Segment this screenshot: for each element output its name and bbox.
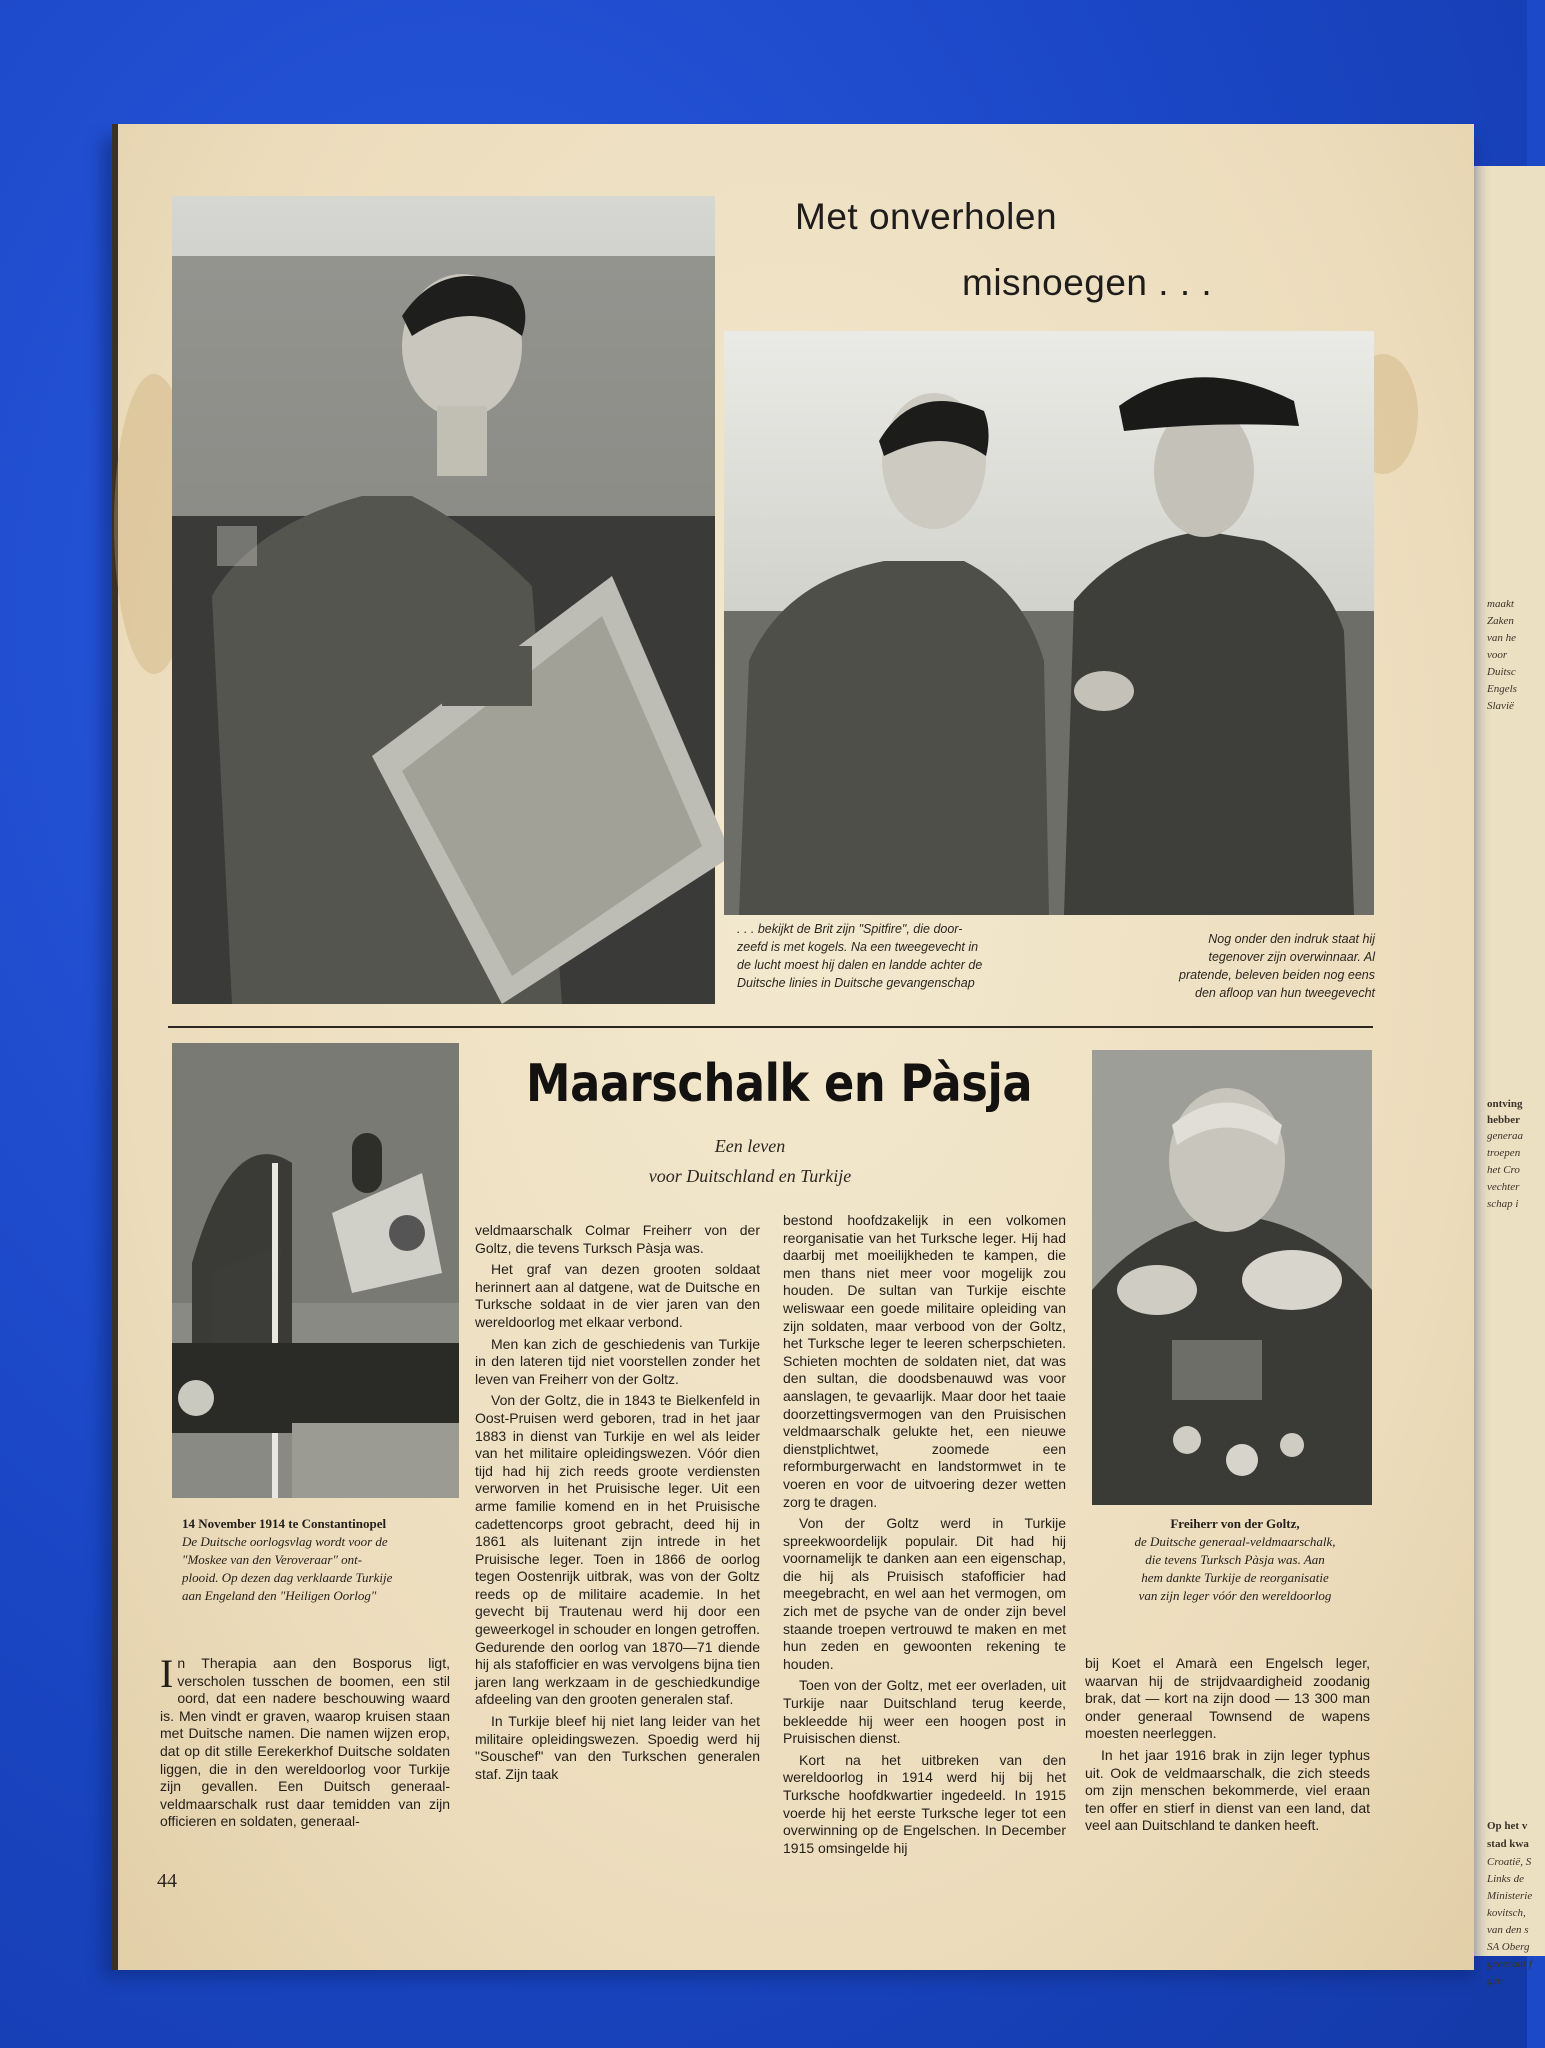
paragraph: n Therapia aan den Bosporus ligt, verscholen tusschen de boomen, een stil oord, dat een nadere beschouwing waard is. Men vindt er graven, waarop kruisen staan met Duitsche namen. Die namen wijzen erop, dat op dit stille Eerekerkhof Duitsche soldaten liggen, die in den wereldoorlog voor Turkije zijn gevallen. Een Duitsch generaal-veldmaarschalk rust daar temidden van zijn officieren en soldaten, generaal- [160,1655,450,1830]
article-column-4 [1085,1655,1370,1839]
paragraph: In het jaar 1916 brak in zijn leger typhus uit. Ook de veldmaarschalk, die zich steeds om zijn menschen bekommerde, viel eraan ten offer en stierf in dienst van een land, dat veel aan Duitschland te danken heeft. [1085,1746,1370,1834]
article-column-3 [783,1212,1066,1861]
section-divider [168,1026,1373,1028]
paragraph: In Turkije bleef hij niet lang leider van het militaire opleidingswezen. Spoedig werd hij "Souschef" van den Turkschen generalen staf. Zijn taak [475,1713,760,1782]
caption-goltz-title: Freiherr von der Goltz, [1170,1516,1300,1531]
caption-von-der-goltz [1100,1515,1370,1605]
photo-pilots-conversation [724,331,1374,915]
article-title: Maarschalk en Pàsja [526,1054,1033,1114]
article-subtitle-line-2: voor Duitschland en Turkije [648,1166,852,1186]
paragraph: veldmaarschalk Colmar Freiherr von der Goltz, die tevens Turksch Pàsja was. [475,1222,760,1256]
paragraph: Kort na het uitbreken van den wereldoorlog in 1914 werd hij bij het Turksche hoofdkwartier ingedeeld. In 1915 voerde hij het eerste Turksche leger tot een overwinning op de Engelschen. In December 1915 omsingelde hij [783,1751,1066,1856]
paragraph: Men kan zich de geschiedenis van Turkije in den lateren tijd niet voorstellen zonder het leven van Freiherr von der Goltz. [475,1335,760,1387]
photo-constantinopel-flag [172,1043,459,1498]
caption-spitfire: . . . bekijkt de Brit zijn "Spitfire", die door- zeefd is met kogels. Na een tweegevecht in de lucht moest hij dalen en landde achter de Duitsche linies in Duitsche gevangenschap [737,922,983,990]
caption-constantinopel [182,1515,446,1605]
caption-goltz-body: de Duitsche generaal-veldmaarschalk, die tevens Turksch Pàsja was. Aan hem dankte Turkije de reorganisatie van zijn leger vóór den wereldoorlog [1134,1534,1336,1603]
photo-british-pilot-with-wreckage [172,196,715,1004]
caption-conversation: Nog onder den indruk staat hij tegenover zijn overwinnaar. Al pratende, beleven beiden nog eens den afloop van hun tweegevecht [1179,932,1375,1000]
headline-line-2: misnoegen . . . [962,262,1213,303]
paragraph: Von der Goltz, die in 1843 te Bielkenfeld in Oost-Pruisen werd geboren, trad in het jaar 1883 in dienst van Turkije en wel als leider van het militaire opleidingswezen. Vóór dien tijd had hij zich reeds groote verdiensten verworven in het Pruisische leger. Uit een arme familie komend en in het Pruisische cadettencorps groot gebracht, deed hij in 1861 als luitenant zijn intrede in het Pruisische leger. Toen in 1866 de oorlog tegen Oostenrijk uitbrak, was von der Goltz reeds op de militaire academie. In het gevecht bij Trautenau werd hij door een geweerkogel in schouder en longen getroffen. Gedurende den oorlog van 1870—71 diende hij als stafofficier en was vervolgens bijna tien jaren lang werkzaam in de geschiedkundige afdeeling van den grooten generalen staf. [475,1392,760,1708]
headline-line-1: Met onverholen [795,196,1058,237]
paragraph: Het graf van dezen grooten soldaat herinnert aan al datgene, wat de Duitsche en Turksche soldaat in de vier jaren van den wereldoorlog met elkaar verbond. [475,1261,760,1330]
page-number: 44 [157,1870,177,1892]
article-column-2 [475,1222,760,1787]
article-column-1 [160,1651,450,1835]
caption-constantinopel-title: 14 November 1914 te Constantinopel [182,1516,387,1531]
next-page-text-fragment: Op het v [1487,1820,1528,1832]
next-page-text-fragment: Croatië, S Links de Ministerie kovitsch, van den s SA Oberg generaal f gen [1487,1856,1533,1987]
next-page-text-fragment: maakt Zaken van he voor Duitsc Engels Slavië [1487,598,1517,712]
next-page-text-fragment: generaa troepen het Cro vechter schap i [1487,1130,1524,1210]
paragraph: Von der Goltz werd in Turkije spreekwoordelijk populair. Dit had hij voornamelijk te danken aan een eigenschap, die hij als Pruisisch stafofficier had meegebracht, en wel aan het vermogen, om zich met de psyche van de onder zijn bevel staande troepen vertrouwd te maken en met hun zeden en gewoonten rekening te houden. [783,1515,1066,1672]
caption-constantinopel-body: De Duitsche oorlogsvlag wordt voor de "Moskee van den Veroveraar" ont- plooid. Op dezen dag verklaarde Turkije aan Engeland den "Heiligen Oorlog" [182,1534,393,1603]
article-subtitle-line-1: Een leven [714,1136,786,1156]
paragraph: bij Koet el Amarà een Engelsch leger, waarvan hij de strijdvaardigheid zoodanig brak, dat — kort na zijn dood — 13 300 man onder generaal Townsend de wapens moesten neerleggen. [1085,1655,1370,1742]
photo-von-der-goltz-portrait [1092,1050,1372,1505]
paragraph: Toen von der Goltz, met eer overladen, uit Turkije naar Duitschland terug keerde, bekleedde hij weer een hoogen post in Pruisischen dienst. [783,1677,1066,1747]
paragraph: bestond hoofdzakelijk in een volkomen reorganisatie van het Turksche leger. Hij had daarbij met moeilijkheden te kampen, die men thans niet meer voor mogelijk zou houden. De sultan van Turkije eischte weliswaar een goede militaire opleiding van zijn soldaten, maar verbood von der Goltz, het Turksche leger te leeren scherpschieten. Schieten mochten de soldaten niet, dat was den sultan, die doodsbenauwd was voor aanslagen, te gevaarlijk. Maar door het taaie doorzettingsvermogen van den Pruisischen veldmaarschalk gelukte het, een nieuwe dienstplichtwet, zoomede een reformburgerwacht en landstormwet in te voeren en voor de uitvoering dezer wetten zorg te dragen. [783,1212,1066,1510]
next-page-text-fragment: stad kwa [1487,1838,1529,1850]
drop-cap: I [160,1651,174,1696]
next-page-text-fragment: hebber [1487,1114,1520,1126]
next-page-text-fragment: ontving [1487,1098,1523,1110]
